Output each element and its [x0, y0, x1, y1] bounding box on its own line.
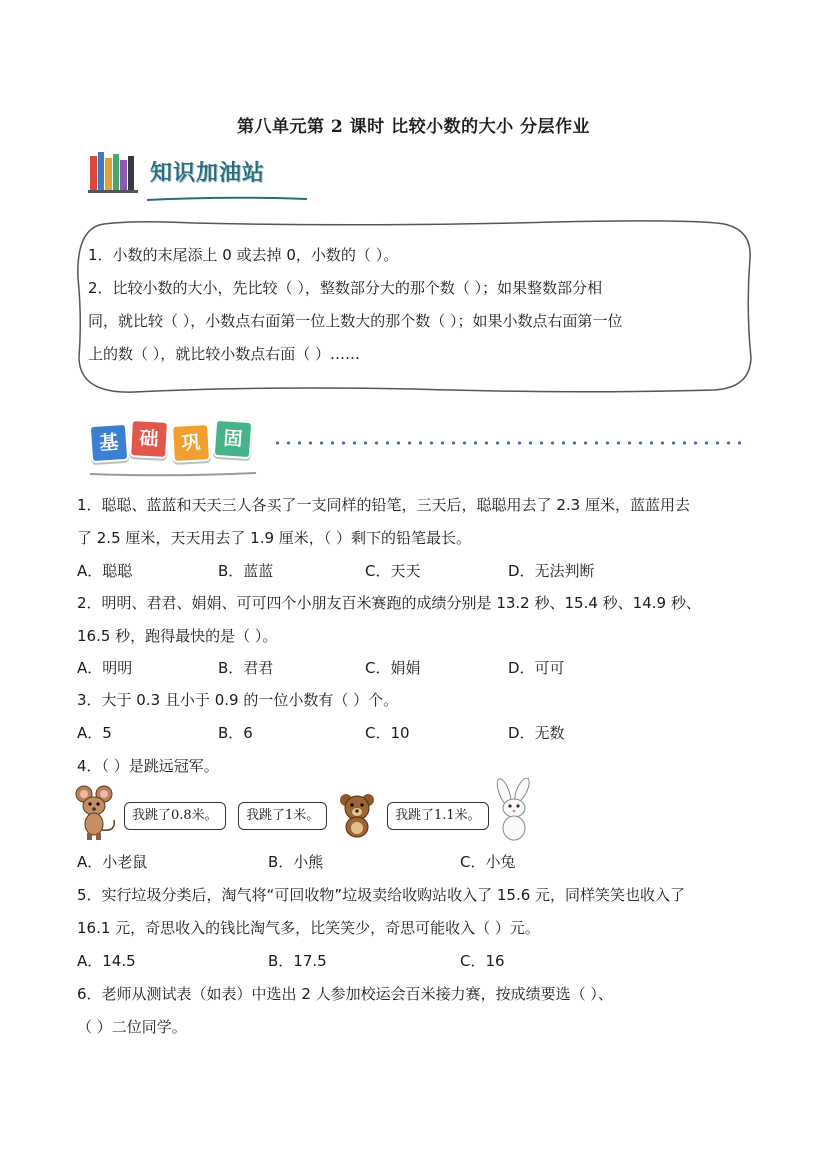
question-1-line-2: 了 2.5 厘米，天天用去了 1.9 厘米，（ ）剩下的铅笔最长。	[77, 529, 472, 547]
section-tile: 础	[129, 419, 169, 459]
q5-option-a[interactable]: A．14.5	[77, 952, 136, 970]
speech-bubble-bear: 我跳了1米。	[238, 802, 327, 830]
question-3-line-1: 3．大于 0.3 且小于 0.9 的一位小数有（ ）个。	[77, 691, 399, 709]
question-5-line-2: 16.1 元，奇思收入的钱比淘气多，比笑笑少，奇思可能收入（ ）元。	[77, 919, 540, 937]
bear-icon	[338, 792, 376, 838]
question-4-line-1: 4．（ ）是跳远冠军。	[77, 757, 219, 775]
knowledge-line: 2．比较小数的大小，先比较（ ），整数部分大的那个数（ ）；如果整数部分相	[88, 279, 603, 297]
q2-option-b[interactable]: B．君君	[218, 659, 274, 677]
q2-option-a[interactable]: A．明明	[77, 659, 133, 677]
q3-option-a[interactable]: A．5	[77, 724, 112, 742]
q2-option-d[interactable]: D．可可	[508, 659, 565, 677]
question-2-line-1: 2．明明、君君、娟娟、可可四个小朋友百米赛跑的成绩分别是 13.2 秒、15.4 秒、14.9 秒、	[77, 594, 701, 612]
q2-option-c[interactable]: C．娟娟	[365, 659, 421, 677]
q5-option-c[interactable]: C．16	[460, 952, 505, 970]
question-6-line-1: 6．老师从测试表（如表）中选出 2 人参加校运会百米接力赛，按成绩要选（ ）、	[77, 985, 613, 1003]
section-tile: 基	[89, 423, 130, 464]
q1-option-a[interactable]: A．聪聪	[77, 562, 133, 580]
knowledge-line: 上的数（ ），就比较小数点右面（ ）……	[88, 345, 361, 363]
tiles-underline	[88, 462, 258, 468]
speech-bubble-rabbit: 我跳了1.1米。	[387, 802, 489, 830]
q3-option-d[interactable]: D．无数	[508, 724, 565, 742]
page-title: 第八单元第 2 课时 比较小数的大小 分层作业	[236, 117, 590, 137]
speech-bubble-mouse: 我跳了0.8米。	[124, 802, 226, 830]
knowledge-line: 同，就比较（ ），小数点右面第一位上数大的那个数（ ）；如果小数点右面第一位	[88, 312, 623, 330]
question-5-line-1: 5．实行垃圾分类后，淘气将“可回收物”垃圾卖给收购站收入了 15.6 元，同样笑笑也收入了	[77, 886, 686, 904]
dotted-divider	[272, 440, 742, 446]
question-2-line-2: 16.5 秒，跑得最快的是（ ）。	[77, 627, 278, 645]
section-tile: 固	[213, 419, 254, 460]
question-6-line-2: （ ）二位同学。	[77, 1018, 187, 1036]
question-1-line-1: 1．聪聪、蓝蓝和天天三人各买了一支同样的铅笔，三天后，聪聪用去了 2.3 厘米，蓝蓝用去	[77, 496, 690, 514]
q4-option-a[interactable]: A．小老鼠	[77, 853, 148, 871]
knowledge-line: 1．小数的末尾添上 0 或去掉 0，小数的（ ）。	[88, 246, 399, 264]
q1-option-c[interactable]: C．天天	[365, 562, 421, 580]
q1-option-d[interactable]: D．无法判断	[508, 562, 595, 580]
rabbit-icon	[490, 778, 538, 842]
q4-option-c[interactable]: C．小兔	[460, 853, 516, 871]
q1-option-b[interactable]: B．蓝蓝	[218, 562, 274, 580]
q3-option-c[interactable]: C．10	[365, 724, 410, 742]
heading-underline	[145, 188, 310, 196]
section-tile: 巩	[171, 423, 211, 463]
q5-option-b[interactable]: B．17.5	[268, 952, 327, 970]
knowledge-heading: 知识加油站	[150, 161, 266, 186]
q3-option-b[interactable]: B．6	[218, 724, 253, 742]
q4-option-b[interactable]: B．小熊	[268, 853, 324, 871]
mouse-icon	[74, 784, 120, 842]
books-icon	[88, 150, 140, 194]
